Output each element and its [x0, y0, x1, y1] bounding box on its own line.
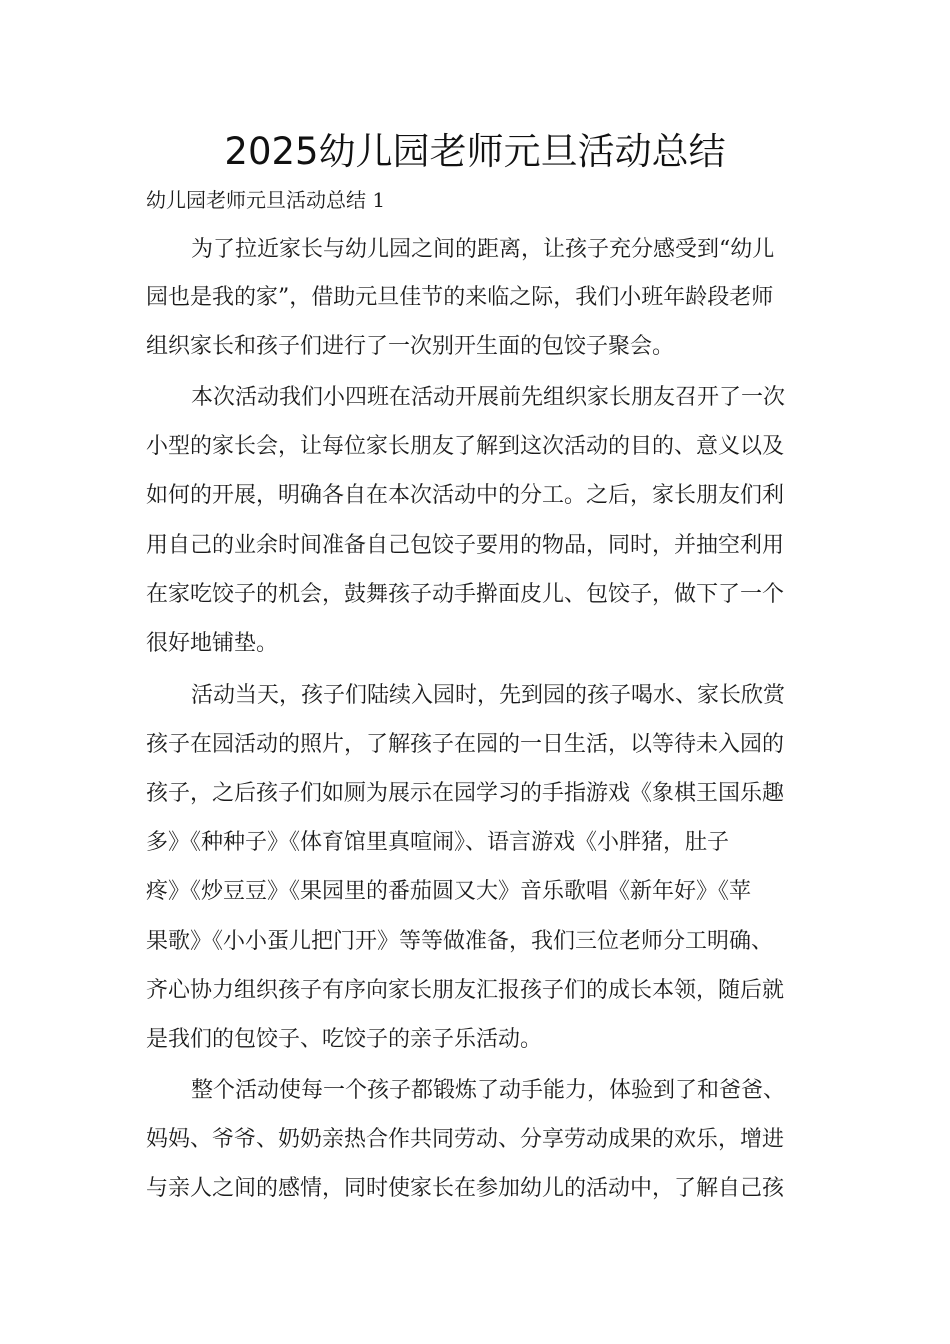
section-heading: 幼儿园老师元旦活动总结 1 — [146, 188, 386, 212]
paragraph-line: 在家吃饺子的机会，鼓舞孩子动手擀面皮儿、包饺子，做下了一个 — [146, 582, 785, 607]
paragraph-line: 很好地铺垫。 — [146, 631, 279, 656]
paragraph-line: 园也是我的家”，借助元旦佳节的来临之际，我们小班年龄段老师 — [146, 285, 774, 310]
paragraph-line: 是我们的包饺子、吃饺子的亲子乐活动。 — [146, 1027, 543, 1052]
paragraph-line: 如何的开展，明确各自在本次活动中的分工。之后，家长朋友们利 — [146, 483, 785, 508]
paragraph-line: 为了拉近家长与幼儿园之间的距离，让孩子充分感受到“幼儿 — [191, 237, 775, 262]
paragraph-line: 孩子在园活动的照片，了解孩子在园的一日生活，以等待未入园的 — [146, 732, 785, 757]
paragraph-line: 活动当天，孩子们陆续入园时，先到园的孩子喝水、家长欣赏 — [191, 683, 786, 708]
paragraph-line: 果歌》《小小蛋儿把门开》等等做准备，我们三位老师分工明确、 — [146, 929, 774, 954]
paragraph-line: 多》《种种子》《体育馆里真喧闹》、语言游戏《小胖猪，肚子 — [146, 830, 730, 855]
paragraph-line: 小型的家长会，让每位家长朋友了解到这次活动的目的、意义以及 — [146, 434, 785, 459]
paragraph-line: 整个活动使每一个孩子都锻炼了动手能力，体验到了和爸爸、 — [191, 1078, 786, 1103]
paragraph-line: 疼》《炒豆豆》《果园里的番茄圆又大》音乐歌唱《新年好》《苹 — [146, 879, 752, 904]
paragraph-line: 用自己的业余时间准备自己包饺子要用的物品，同时，并抽空利用 — [146, 533, 785, 558]
paragraph-line: 与亲人之间的感情，同时使家长在参加幼儿的活动中，了解自己孩 — [146, 1176, 785, 1201]
document-title: 2025幼儿园老师元旦活动总结 — [224, 130, 726, 173]
paragraph-line: 本次活动我们小四班在活动开展前先组织家长朋友召开了一次 — [191, 385, 786, 410]
paragraph-line: 妈妈、爷爷、奶奶亲热合作共同劳动、分享劳动成果的欢乐，增进 — [146, 1127, 785, 1152]
paragraph-line: 孩子，之后孩子们如厕为展示在园学习的手指游戏《象棋王国乐趣 — [146, 781, 785, 806]
paragraph-line: 齐心协力组织孩子有序向家长朋友汇报孩子们的成长本领，随后就 — [146, 978, 785, 1003]
paragraph-line: 组织家长和孩子们进行了一次别开生面的包饺子聚会。 — [146, 334, 675, 359]
